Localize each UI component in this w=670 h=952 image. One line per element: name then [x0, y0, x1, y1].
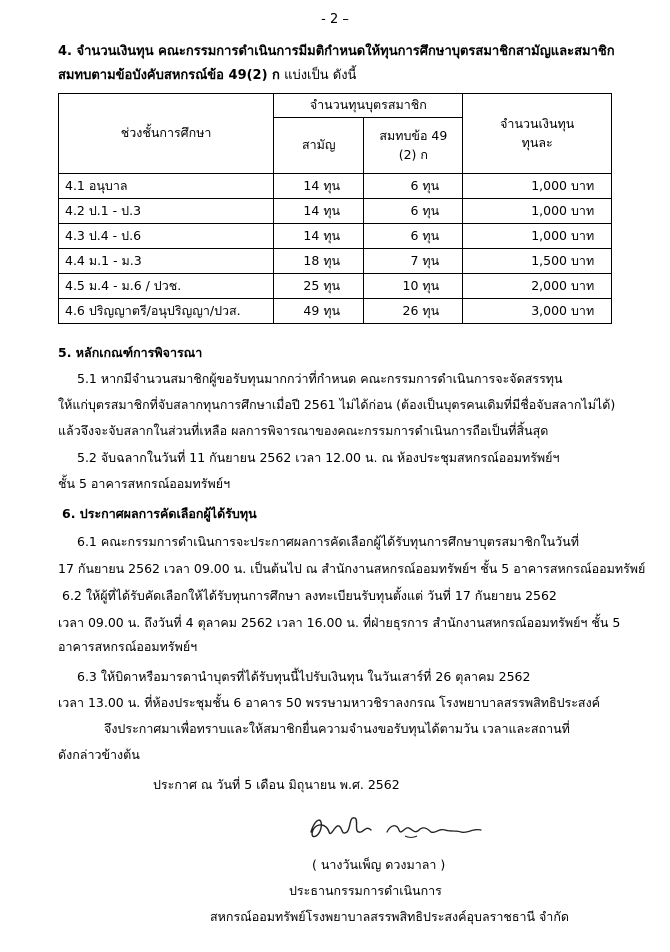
cell-associate — [364, 299, 463, 324]
table-row — [59, 249, 612, 274]
level-text: 4.1 อนุบาล — [65, 177, 128, 193]
associate-count: 10 — [402, 277, 419, 293]
header-amount-line2: ทุนละ — [521, 134, 553, 150]
signer-name: ( นางวันเพ็ญ ดวงมาลา ) — [312, 857, 446, 872]
p63-line3: จึงประกาศมาเพื่อทราบและให้สมาชิกยื่นความจำนงขอรับทุนได้ตามวัน เวลาและสถานที่ — [104, 721, 570, 736]
unit-count: ทุน — [323, 177, 341, 193]
fund-table-body — [59, 174, 612, 324]
section-4-heading — [58, 42, 638, 62]
amount-value: 1,000 — [531, 202, 568, 218]
p51-line3: แล้วจึงจะจับสลากในส่วนที่เหลือ ผลการพิจารณาของคณะกรรมการดำเนินการถือเป็นที่สิ้นสุด — [58, 423, 549, 438]
associate-count: 26 — [402, 302, 419, 318]
amount-value: 1,000 — [531, 177, 568, 193]
level-text: 4.4 ม.1 - ม.3 — [65, 252, 142, 268]
header-associate-line2: (2) ก — [398, 146, 428, 162]
p52-line2: ชั้น 5 อาคารสหกรณ์ออมทรัพย์ฯ — [58, 476, 231, 491]
unit-count: ทุน — [422, 177, 440, 193]
p63-line2: เวลา 13.00 น. ที่ห้องประชุมชั้น 6 อาคาร 50 พรรษามหาวชิราลงกรณ โรงพยาบาลสรรพสิทธิประสงค์ — [58, 695, 601, 710]
unit-amount: บาท — [571, 277, 595, 293]
unit-count: ทุน — [323, 252, 341, 268]
header-amount — [463, 94, 612, 174]
regular-count: 49 — [303, 302, 320, 318]
fund-table — [58, 93, 612, 324]
header-level: ช่วงชั้นการศึกษา — [59, 94, 274, 174]
cell-amount — [463, 299, 612, 324]
section-5-title: 5. หลักเกณฑ์การพิจารณา — [58, 345, 203, 360]
p63-line1: 6.3 ให้บิดาหรือมารดานำบุตรที่ได้รับทุนนี้ไปรับเงินทุน ในวันเสาร์ที่ 26 ตุลาคม 2562 — [77, 669, 531, 684]
level-text: 4.2 ป.1 - ป.3 — [65, 202, 142, 218]
section-6-title: 6. ประกาศผลการคัดเลือกผู้ได้รับทุน — [62, 506, 257, 521]
regular-count: 14 — [303, 177, 320, 193]
header-associate — [364, 118, 463, 174]
unit-count: ทุน — [422, 277, 440, 293]
cell-regular — [274, 249, 364, 274]
unit-amount: บาท — [571, 252, 595, 268]
associate-count: 6 — [410, 177, 419, 193]
cell-level — [59, 174, 274, 199]
p61-line1: 6.1 คณะกรรมการดำเนินการจะประกาศผลการคัดเลือกผู้ได้รับทุนการศึกษาบุตรสมาชิกในวันที่ — [77, 534, 579, 549]
amount-value: 3,000 — [531, 302, 568, 318]
regular-count: 14 — [303, 227, 320, 243]
amount-value: 1,000 — [531, 227, 568, 243]
header-amount-line1: จำนวนเงินทุน — [500, 115, 575, 131]
cell-level — [59, 249, 274, 274]
unit-amount: บาท — [571, 177, 595, 193]
level-text: 4.5 ม.4 - ม.6 / ปวช. — [65, 277, 182, 293]
cell-level — [59, 299, 274, 324]
unit-count: ทุน — [323, 202, 341, 218]
p62-line3: อาคารสหกรณ์ออมทรัพย์ฯ — [58, 639, 198, 654]
unit-count: ทุน — [422, 227, 440, 243]
cell-regular — [274, 274, 364, 299]
cell-regular — [274, 299, 364, 324]
header-count: จำนวนทุนบุตรสมาชิก — [274, 94, 463, 118]
cell-associate — [364, 224, 463, 249]
signature-image — [305, 810, 495, 846]
cell-associate — [364, 249, 463, 274]
header-regular: สามัญ — [274, 118, 364, 174]
regular-count: 18 — [303, 252, 320, 268]
unit-amount: บาท — [571, 302, 595, 318]
cell-amount — [463, 249, 612, 274]
associate-count: 7 — [410, 252, 419, 268]
cell-regular — [274, 224, 364, 249]
cell-level — [59, 199, 274, 224]
amount-value: 2,000 — [531, 277, 568, 293]
regular-count: 25 — [303, 277, 320, 293]
table-row — [59, 299, 612, 324]
p52-line1: 5.2 จับฉลากในวันที่ 11 กันยายน 2562 เวลา 12.00 น. ณ ห้องประชุมสหกรณ์ออมทรัพย์ฯ — [77, 450, 560, 465]
section-4-line1: 4. จำนวนเงินทุน คณะกรรมการดำเนินการมีมติกำหนดให้ทุนการศึกษาบุตรสมาชิกสามัญและสมาชิก — [58, 44, 615, 59]
table-row — [59, 224, 612, 249]
table-row — [59, 174, 612, 199]
unit-count: ทุน — [323, 302, 341, 318]
level-text: 4.6 ปริญญาตรี/อนุปริญญา/ปวส. — [65, 302, 241, 318]
p62-line1: 6.2 ให้ผู้ที่ได้รับคัดเลือกให้ได้รับทุนการศึกษา ลงทะเบียนรับทุนตั้งแต่ วันที่ 17 กันยายน 2562 — [62, 588, 557, 603]
cell-amount — [463, 224, 612, 249]
p63-line4: ดังกล่าวข้างต้น — [58, 747, 140, 762]
p51-line1: 5.1 หากมีจำนวนสมาชิกผู้ขอรับทุนมากกว่าที่กำหนด คณะกรรมการดำเนินการจะจัดสรรทุน — [77, 371, 563, 386]
announce-date: ประกาศ ณ วันที่ 5 เดือน มิถุนายน พ.ศ. 2562 — [153, 777, 400, 792]
cell-associate — [364, 274, 463, 299]
cell-amount — [463, 274, 612, 299]
cell-amount — [463, 199, 612, 224]
unit-amount: บาท — [571, 202, 595, 218]
cell-amount — [463, 174, 612, 199]
table-row — [59, 199, 612, 224]
unit-count: ทุน — [323, 277, 341, 293]
p51-line2: ให้แก่บุตรสมาชิกที่จับสลากทุนการศึกษาเมื่อปี 2561 ไม่ได้ก่อน (ต้องเป็นบุตรคนเดิมที่มีชื่อจับสลากไม่ได้) — [58, 397, 616, 412]
level-text: 4.3 ป.4 - ป.6 — [65, 227, 142, 243]
regular-count: 14 — [303, 202, 320, 218]
page-number: - 2 – — [321, 12, 349, 27]
cell-level — [59, 224, 274, 249]
amount-value: 1,500 — [531, 252, 568, 268]
p61-line2: 17 กันยายน 2562 เวลา 09.00 น. เป็นต้นไป ณ สำนักงานสหกรณ์ออมทรัพย์ฯ ชั้น 5 อาคารสหกรณ์ออมทรัพย์ — [58, 561, 646, 576]
cell-regular — [274, 199, 364, 224]
table-row — [59, 274, 612, 299]
section-4-heading-line2 — [58, 66, 638, 86]
unit-count: ทุน — [422, 252, 440, 268]
unit-count: ทุน — [422, 302, 440, 318]
section-4-line2-rest: แบ่งเป็น ดังนี้ — [279, 68, 357, 83]
cell-level — [59, 274, 274, 299]
unit-count: ทุน — [323, 227, 341, 243]
organization-name: สหกรณ์ออมทรัพย์โรงพยาบาลสรรพสิทธิประสงค์อุบลราชธานี จำกัด — [210, 909, 570, 924]
associate-count: 6 — [410, 202, 419, 218]
cell-associate — [364, 199, 463, 224]
cell-regular — [274, 174, 364, 199]
section-4-line2-bold: สมทบตามข้อบังคับสหกรณ์ข้อ 49(2) ก — [58, 68, 280, 83]
unit-count: ทุน — [422, 202, 440, 218]
unit-amount: บาท — [571, 227, 595, 243]
signer-title: ประธานกรรมการดำเนินการ — [289, 883, 442, 898]
associate-count: 6 — [410, 227, 419, 243]
p62-line2: เวลา 09.00 น. ถึงวันที่ 4 ตุลาคม 2562 เวลา 16.00 น. ที่ฝ่ายธุรการ สำนักงานสหกรณ์ออมทรัพย์ฯ ชั้น 5 — [58, 615, 621, 630]
cell-associate — [364, 174, 463, 199]
header-associate-line1: สมทบข้อ 49 — [379, 127, 448, 143]
